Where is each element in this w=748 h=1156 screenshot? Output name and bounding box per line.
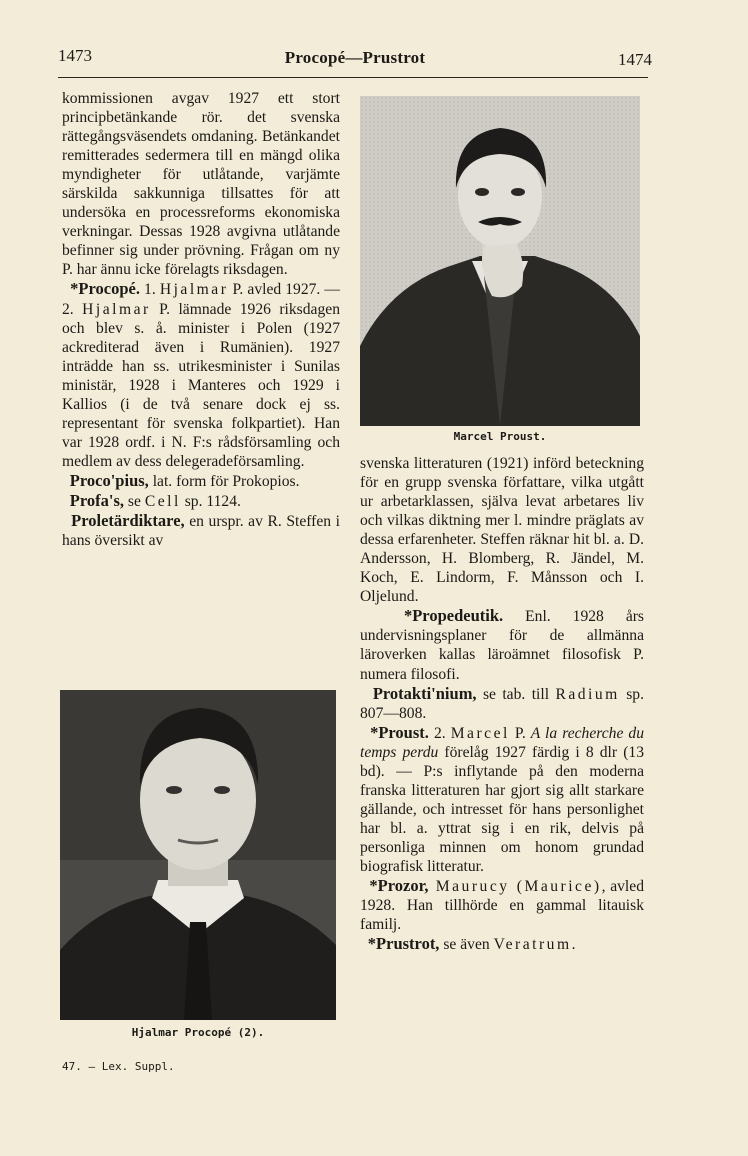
entry-prozor: *Prozor, Maurucy (Maurice), avled 1928. Han tillhörde en gammal litauisk familj.	[360, 876, 644, 934]
entry-headword: Proletärdiktare,	[71, 511, 185, 531]
book-title: A la recherche du temps perdu	[360, 724, 645, 761]
entry-headword: *Propedeutik.	[403, 606, 504, 626]
cross-reference: Cell	[144, 492, 181, 510]
proust-portrait-image	[360, 96, 640, 426]
entry-protaktinium: Protakti'nium, se tab. till Radium sp. 807—808.	[360, 683, 644, 722]
entry-proust: *Proust. 2. Marcel P. A la recherche du temps perdu förelåg 1927 färdig i 8 dlr (13 bd). — P:s inflytande på den moderna franska litteraturen har gjort sig allt starkare gällande, och intresset för hans personlighet har bl. a. yttrat sig i en rik, delvis på personliga minnen om honom grundad biografisk litteratur.	[360, 722, 645, 875]
entry-prustrot: *Prustrot, se även Veratrum.	[367, 934, 576, 954]
left-column	[62, 89, 340, 550]
header-rule	[58, 77, 648, 78]
cross-reference: Radium	[555, 685, 620, 703]
entry-headword: Protakti'nium,	[372, 683, 477, 703]
proust-caption: Marcel Proust.	[453, 430, 547, 443]
page-header	[58, 46, 652, 70]
page-footer: 47. — Lex. Suppl.	[62, 1060, 175, 1073]
entry-procopius: Proco'pius, lat. form för Prokopios.	[69, 470, 300, 490]
cross-reference: Veratrum	[493, 936, 572, 954]
entry-propedeutik: *Propedeutik. Enl. 1928 års undervisningsplaner för de allmänna läroverken kallas läroämnet filosofisk P. numera filosofi.	[360, 606, 645, 683]
entry-headword: *Prozor,	[369, 876, 429, 896]
spaced-name: Marcel	[450, 724, 510, 742]
entry-headword: *Proust.	[370, 722, 429, 742]
running-title: Procopé—Prustrot	[284, 48, 426, 67]
spaced-name: Maurucy (Maurice)	[428, 878, 602, 896]
procope-portrait-image	[60, 690, 336, 1020]
spaced-name: Hjalmar	[82, 300, 151, 318]
page-number-left: 1473	[58, 46, 92, 65]
entry-proletardiktare: Proletärdiktare, en urspr. av R. Steffen i hans översikt av	[62, 511, 341, 550]
entry-headword: Proco'pius,	[69, 470, 149, 490]
spaced-name: Hjalmar	[159, 281, 229, 299]
page-number-right: 1474	[618, 50, 652, 69]
entry-continuation: kommissionen avgav 1927 ett stort principbetänkande rör. det svenska rättegångsväsendets omdaning. Betänkandet remitterades sedermera till en mängd olika myndigheter för utlåtande, varjämte särskilda sakkunniga tillsattes för att undersöka en processreforms ekonomiska verkningar. Dessas 1928 avgivna utlåtande befinner sig under prövning. Frågan om ny P. har ännu icke förelagts riksdagen.	[62, 90, 340, 279]
procope-caption: Hjalmar Procopé (2).	[131, 1026, 265, 1039]
entry-procope: *Procopé. 1. Hjalmar P. avled 1927. — 2. Hjalmar P. lämnade 1926 riksdagen och blev s. å. minister i Polen (1927 ackrediterad även i Rumänien). 1927 inträdde han ss. utrikesminister i Sunilas ministär, 1928 i Manteres och 1929 i Kallios (i de två senare dock ej ss. representant för svenska folkpartiet). Han var 1928 ordf. i N. F:s rådsförsamling och medlem av dess delegeradeförsamling.	[62, 279, 340, 470]
entry-headword: Profa's,	[69, 490, 125, 510]
entry-continuation: svenska litteraturen (1921) införd beteckning för en grupp svenska författare, vilka utgått ur arbetarklassen, själva levat arbetares liv och vilkas diktning mer l. mindre präglats av dessa erfarenheter. Steffen räknar hit bl. a. D. Andersson, H. Blomberg, R. Jändel, M. Koch, E. Lindorm, F. Månsson och I. Oljelund.	[360, 455, 644, 606]
entry-headword: *Procopé.	[70, 279, 140, 299]
entry-profas: Profa's, se Cell sp. 1124.	[69, 490, 241, 510]
entry-headword: *Prustrot,	[367, 934, 440, 954]
right-column	[360, 454, 644, 954]
